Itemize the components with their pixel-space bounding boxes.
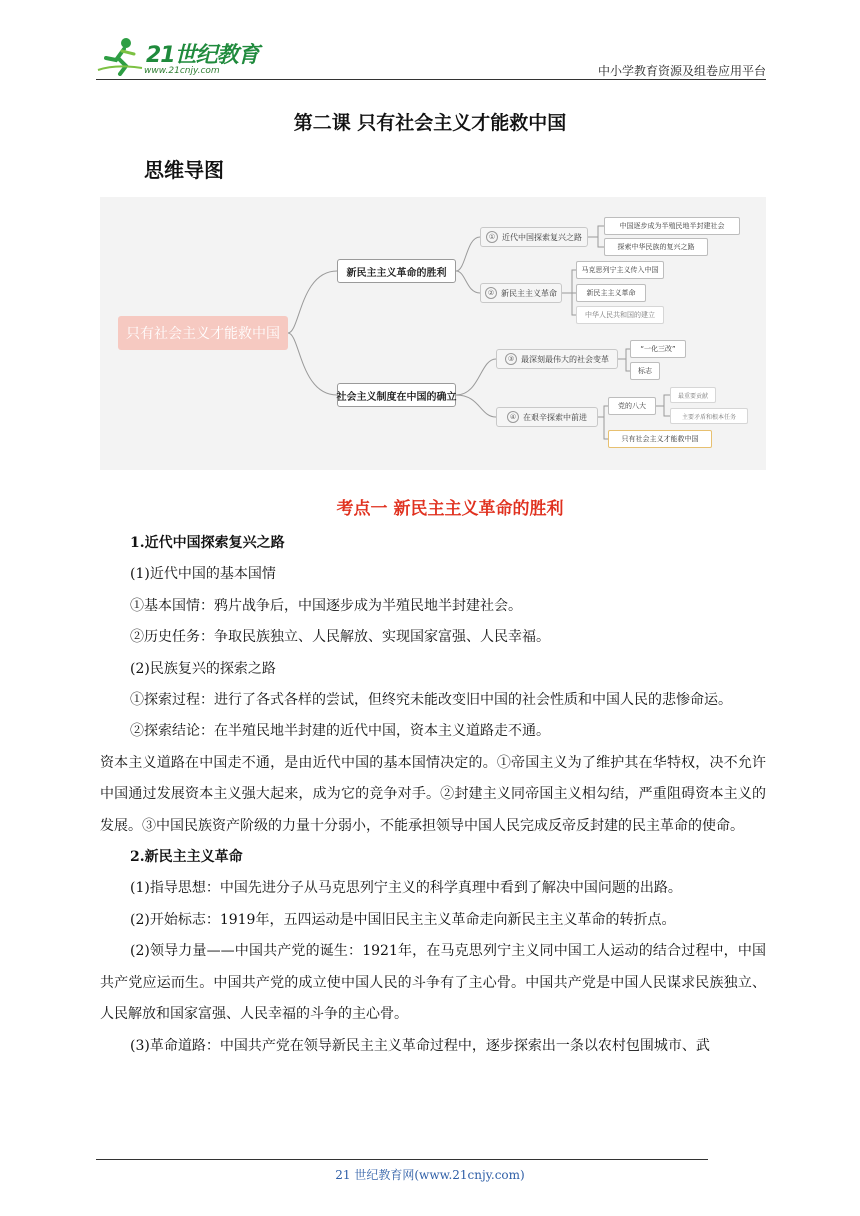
- paragraph: (2)民族复兴的探索之路: [130, 660, 276, 677]
- paragraph: ①基本国情：鸦片战争后，中国逐步成为半殖民地半封建社会。: [130, 597, 522, 614]
- logo-text: 21世纪教育: [146, 43, 259, 68]
- mindmap-node-transformation: [496, 349, 618, 369]
- paragraph: (3)革命道路：中国共产党在领导新民主主义革命过程中，逐步探索出一条以农村包围城市、武: [130, 1037, 710, 1054]
- page-header: [96, 36, 766, 80]
- header-divider: [96, 79, 766, 80]
- mindmap-subleaf: 主要矛盾和根本任务: [670, 408, 748, 424]
- mindmap-leaf: 马克思列宁主义传入中国: [576, 261, 664, 279]
- mindmap-node-hard-exploration: [496, 407, 598, 427]
- paragraph: 资本主义道路在中国走不通，是由近代中国的基本国情决定的。①帝国主义为了维护其在华特权，决不允许中国通过发展资本主义强大起来，成为它的竞争对手。②封建主义同帝国主义相勾结，严重阻碍资本主义的发展。③中国民族资产阶级的力量十分弱小，不能承担领导中国人民完成反帝反封建的民主革命的使命。: [100, 754, 766, 834]
- node-label: 最深刻最伟大的社会变革: [521, 354, 609, 364]
- mindmap-branch-revolution: 新民主主义革命的胜利: [337, 259, 456, 283]
- number-icon: ③: [505, 353, 517, 365]
- paragraph: (2)开始标志：1919年，五四运动是中国旧民主主义革命走向新民主主义革命的转折点。: [130, 911, 676, 928]
- node-label: 在艰辛探索中前进: [523, 412, 587, 422]
- paragraph: (2)领导力量——中国共产党的诞生：1921年，在马克思列宁主义同中国工人运动的结合过程中，中国共产党应运而生。中国共产党的成立使中国人民的斗争有了主心骨。中国共产党是中国人民谋求民族独立、人民解放和国家富强、人民幸福的斗争的主心骨。: [100, 943, 766, 1023]
- logo-url: www.21cnjy.com: [144, 66, 220, 76]
- paragraph: ②探索结论：在半殖民地半封建的近代中国，资本主义道路走不通。: [130, 723, 550, 740]
- mind-map: [100, 197, 766, 470]
- platform-name: 中小学教育资源及组卷应用平台: [597, 64, 766, 78]
- footer-divider: [96, 1159, 708, 1160]
- mindmap-node-explore: [480, 227, 588, 247]
- mindmap-leaf: 新民主主义革命: [576, 284, 646, 302]
- mindmap-root: 只有社会主义才能救中国: [118, 316, 288, 350]
- page-footer: 21 世纪教育网(www.21cnjy.com): [335, 1168, 525, 1182]
- body-text: [100, 528, 766, 1062]
- node-label: 新民主主义革命: [501, 288, 557, 298]
- section-heading: 思维导图: [144, 158, 224, 182]
- mindmap-leaf: 标志: [630, 362, 660, 380]
- number-icon: ①: [486, 231, 498, 243]
- mindmap-leaf: 中华人民共和国的建立: [576, 306, 664, 324]
- mindmap-leaf: 党的八大: [608, 397, 656, 415]
- mindmap-leaf-highlight: 只有社会主义才能救中国: [608, 430, 712, 448]
- mindmap-leaf: 探索中华民族的复兴之路: [604, 238, 708, 256]
- mindmap-leaf: 中国逐步成为半殖民地半封建社会: [604, 217, 740, 235]
- mindmap-subleaf: 最重要贡献: [670, 387, 716, 403]
- node-label: 近代中国探索复兴之路: [502, 232, 582, 242]
- lesson-title: 第二课 只有社会主义才能救中国: [293, 112, 567, 134]
- runner-logo-icon: [96, 36, 144, 76]
- paragraph: ②历史任务：争取民族独立、人民解放、实现国家富强、人民幸福。: [130, 629, 550, 646]
- paragraph: (1)指导思想：中国先进分子从马克思列宁主义的科学真理中看到了解决中国问题的出路。: [130, 880, 682, 897]
- mindmap-leaf: “一化三改”: [630, 340, 686, 358]
- paragraph: (1)近代中国的基本国情: [130, 566, 276, 583]
- logo: [96, 36, 266, 80]
- heading-2: 2.新民主主义革命: [130, 849, 243, 866]
- kaodian-heading: 考点一 新民主主义革命的胜利: [336, 499, 564, 519]
- heading-1: 1.近代中国探索复兴之路: [130, 535, 285, 551]
- mindmap-node-new-democratic: [480, 283, 562, 303]
- mindmap-branch-socialism: 社会主义制度在中国的确立: [337, 383, 456, 407]
- paragraph: ①探索过程：进行了各式各样的尝试，但终究未能改变旧中国的社会性质和中国人民的悲惨命运。: [130, 692, 732, 709]
- number-icon: ④: [507, 411, 519, 423]
- number-icon: ②: [485, 287, 497, 299]
